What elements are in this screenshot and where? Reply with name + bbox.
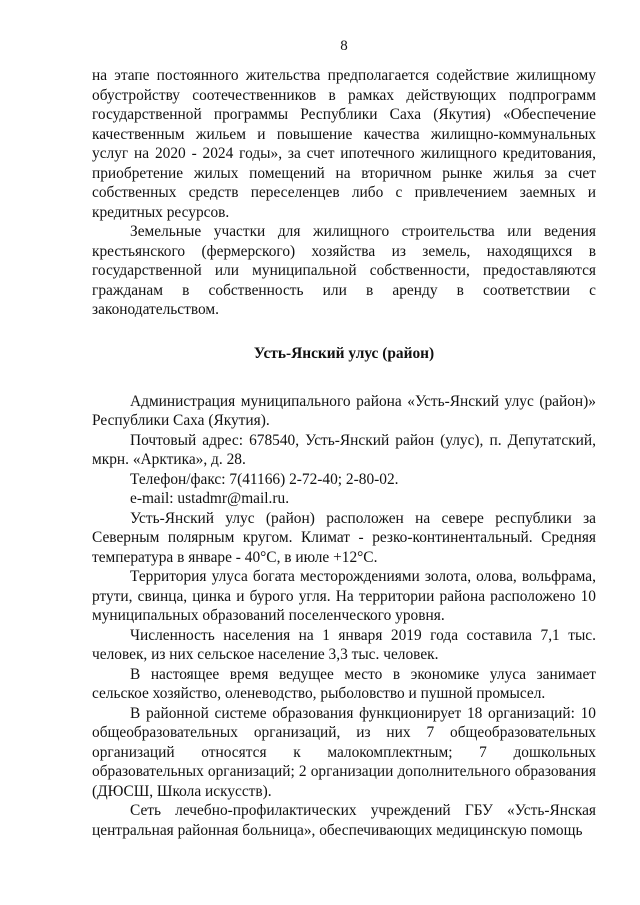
paragraph-resources: Территория улуса богата месторождениями золота, олова, вольфрама, ртути, свинца, цинка и бурого угля. На территории района расположено 10 муниципальных образований поселенческого уровня. (92, 568, 596, 624)
paragraph-administration: Администрация муниципального района «Усть-Янский улус (район)» Республики Саха (Якутия). (92, 392, 596, 429)
paragraph-email: e-mail: ustadmr@mail.ru. (130, 490, 290, 507)
paragraph-phone: Телефон/факс: 7(41166) 2-72-40; 2-80-02. (130, 470, 399, 488)
paragraph-land-plots: Земельные участки для жилищного строительства или ведения крестьянского (фермерского) хозяйства из земель, находящихся в государственной или муниципальной собственности, предоставляются гражданам в собственность или в аренду в соответствии с законодательством. (92, 223, 596, 318)
section-heading: Усть-Янский улус (район) (253, 344, 435, 362)
page-number: 8 (340, 38, 348, 54)
paragraph-healthcare: Сеть лечебно-профилактических учреждений ГБУ «Усть-Янская центральная районная больница», обеспечивающих медицинскую помощь (92, 802, 596, 839)
paragraph-housing-support: на этапе постоянного жительства предполагается содействие жилищному обустройству соотечественников в рамках действующих подпрограмм государственной программы Республики Саха (Якутия) «Обеспечение качественным жильем и повышение качества жилищно-коммунальных услуг на 2020 - 2024 годы», за счет ипотечного жилищного кредитования, приобретение жилых помещений на вторичном рынке жилья за счет собственных средств переселенцев либо с привлечением заемных и кредитных ресурсов. (92, 67, 596, 221)
paragraph-postal-address: Почтовый адрес: 678540, Усть-Янский район (улус), п. Депутатский, мкрн. «Арктика», д. 28. (92, 431, 596, 468)
paragraph-economy: В настоящее время ведущее место в экономике улуса занимает сельское хозяйство, оленеводство, рыболовство и пушной промысел. (92, 665, 596, 702)
paragraph-population: Численность населения на 1 января 2019 года составила 7,1 тыс. человек, из них сельское население 3,3 тыс. человек. (92, 626, 596, 663)
paragraph-education: В районной системе образования функционирует 18 организаций: 10 общеобразовательных организаций, из них 7 общеобразовательных организаций относятся к малокомплектным; 7 дошкольных образовательных организаций; 2 организации дополнительного образования (ДЮСШ, Школа искусств). (92, 704, 596, 800)
paragraph-location-climate: Усть-Янский улус (район) расположен на севере республики за Северным полярным кругом. Климат - резко-континентальный. Средняя температура в январе - 40°С, в июле +12°С. (92, 509, 596, 566)
